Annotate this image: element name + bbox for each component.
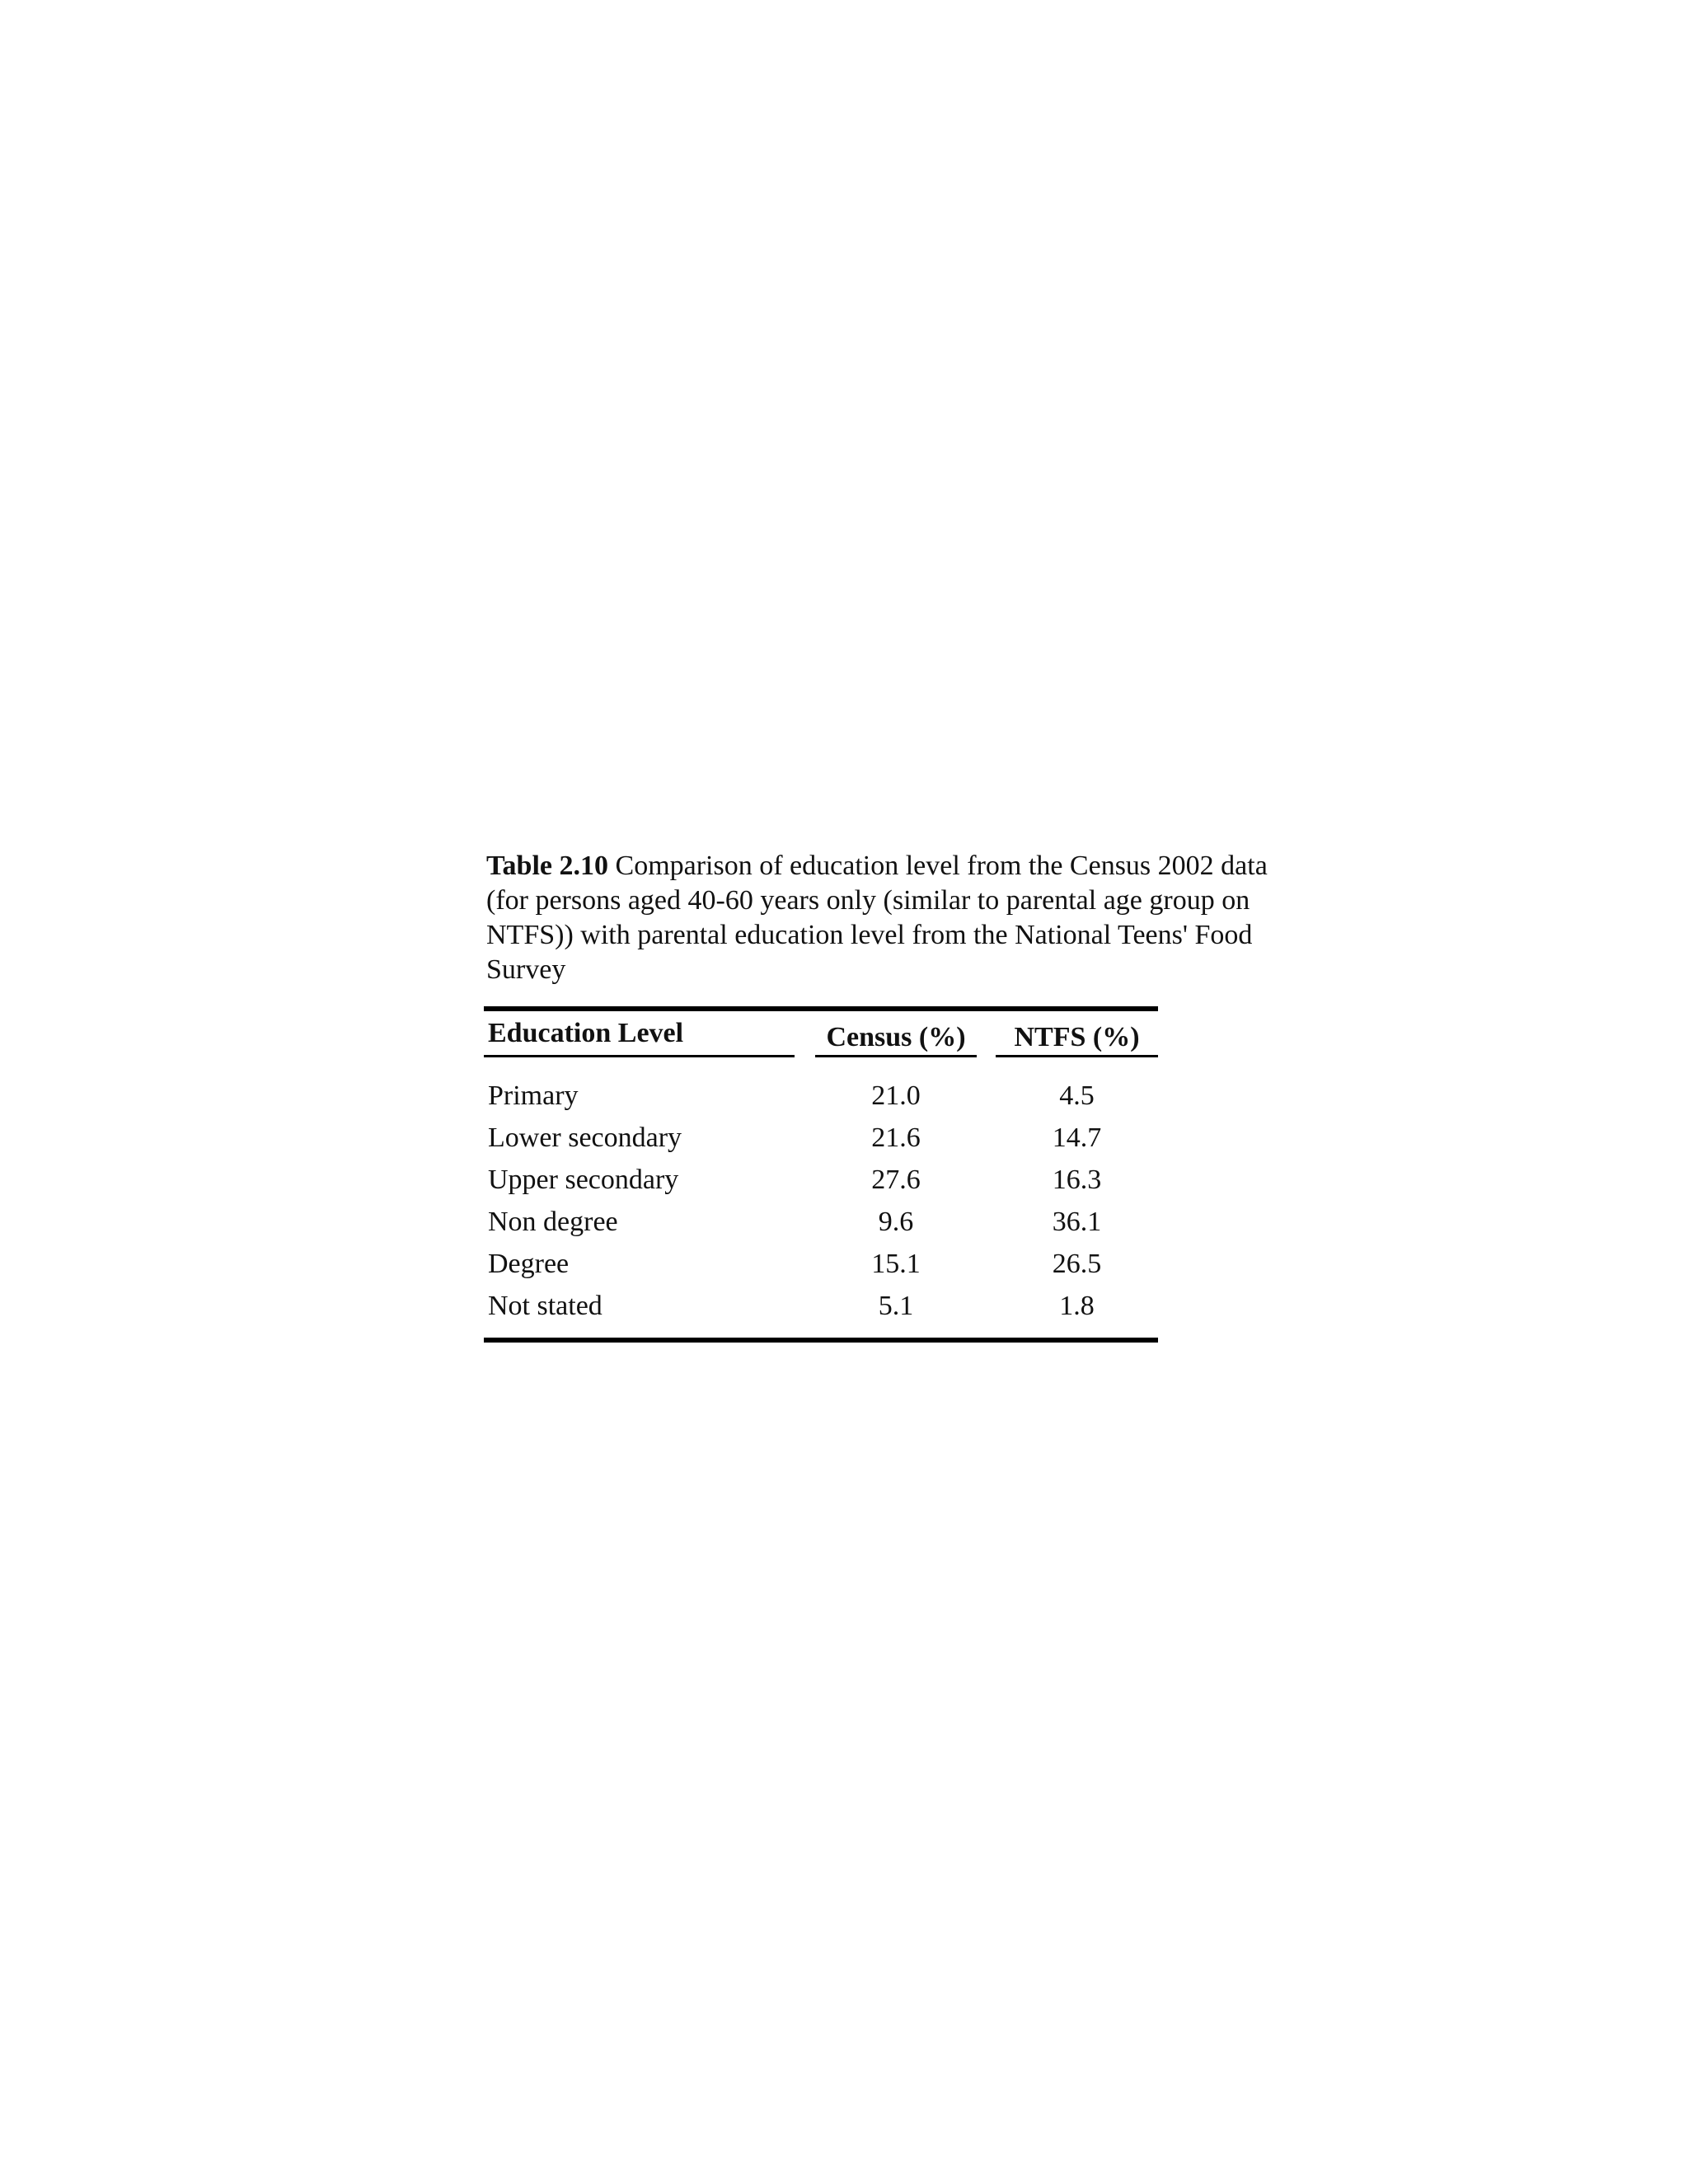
cell-education-level: Lower secondary <box>488 1122 682 1153</box>
table-top-rule <box>484 1006 1158 1011</box>
table-row <box>484 1117 1158 1159</box>
cell-census: 27.6 <box>871 1165 921 1195</box>
cell-census: 15.1 <box>871 1249 921 1279</box>
header-census: Census (%) <box>826 1022 966 1052</box>
caption-label: Table 2.10 <box>486 851 609 881</box>
cell-ntfs: 14.7 <box>1052 1122 1102 1153</box>
cell-census: 21.6 <box>871 1122 921 1153</box>
cell-education-level: Not stated <box>488 1291 603 1321</box>
header-education-level: Education Level <box>488 1018 684 1048</box>
table-row <box>484 1285 1158 1327</box>
cell-ntfs: 1.8 <box>1059 1291 1095 1321</box>
table-row <box>484 1159 1158 1201</box>
header-ntfs: NTFS (%) <box>1014 1022 1140 1052</box>
table-bottom-rule <box>484 1338 1158 1343</box>
table-body <box>484 1075 1158 1327</box>
header-underline-education <box>484 1055 795 1057</box>
cell-ntfs: 16.3 <box>1052 1165 1102 1195</box>
cell-education-level: Upper secondary <box>488 1165 679 1195</box>
cell-census: 21.0 <box>871 1080 921 1111</box>
cell-census: 9.6 <box>878 1207 914 1237</box>
cell-ntfs: 36.1 <box>1052 1207 1102 1237</box>
header-underline-ntfs <box>996 1055 1158 1057</box>
cell-education-level: Non degree <box>488 1207 618 1237</box>
cell-education-level: Degree <box>488 1249 570 1279</box>
cell-education-level: Primary <box>488 1080 579 1111</box>
cell-ntfs: 4.5 <box>1059 1080 1095 1111</box>
table-row <box>484 1201 1158 1243</box>
cell-ntfs: 26.5 <box>1052 1249 1102 1279</box>
header-underline-census <box>815 1055 977 1057</box>
caption-text: Comparison of education level from the Census 2002 data (for persons aged 40-60 years only (similar to parental age group on NTFS)) with parental education level from the National Teens' Food Survey <box>486 851 1268 985</box>
cell-census: 5.1 <box>878 1291 914 1321</box>
table-row <box>484 1243 1158 1285</box>
table-caption <box>486 849 1278 987</box>
table-row <box>484 1075 1158 1117</box>
